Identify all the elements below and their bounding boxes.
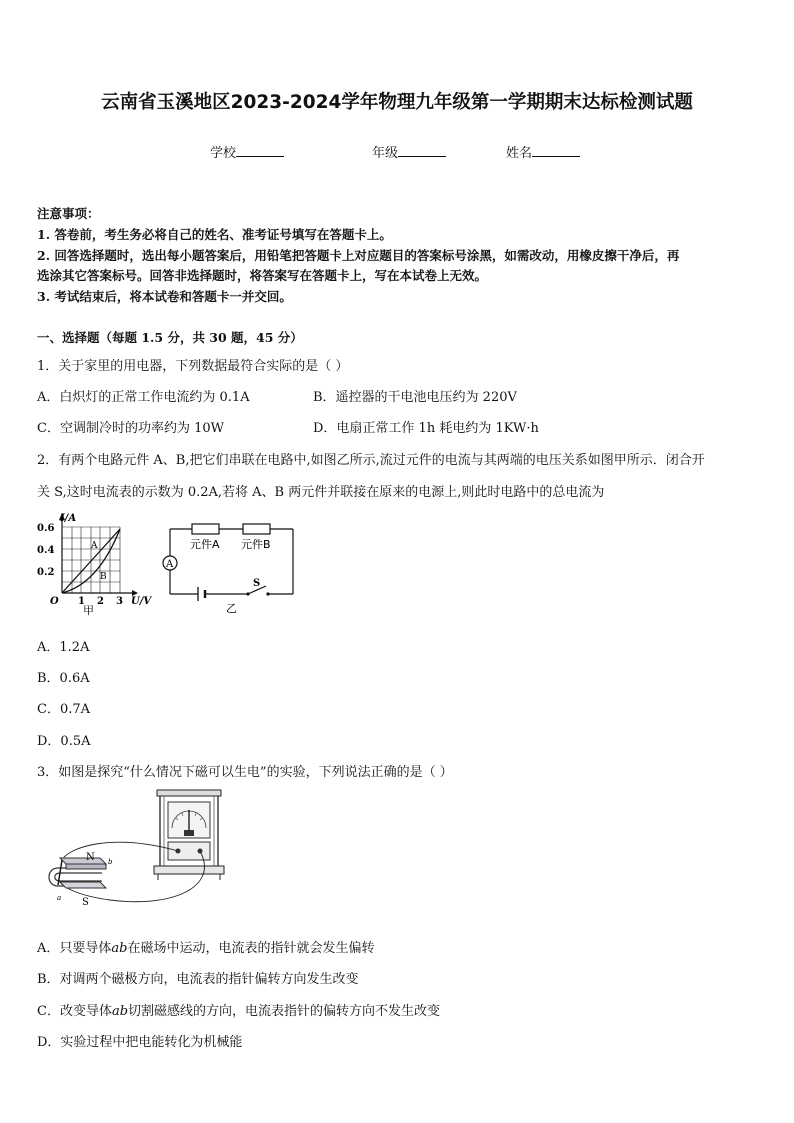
graph-caption: 甲: [83, 604, 94, 616]
note-item: 2. 回答选择题时，选出每小题答案后，用铅笔把答题卡上对应题目的答案标号涂黑，如需改动，用橡皮擦干净后，再: [37, 248, 680, 263]
q3-option-c-conductor: ab: [111, 1004, 129, 1019]
x-axis-label: U/V: [131, 596, 152, 607]
q1-option-a: A．白炽灯的正常工作电流约为 0.1A: [37, 390, 250, 405]
exam-title: 云南省玉溪地区2023-2024学年物理九年级第一学期期末达标检测试题: [101, 92, 693, 113]
q3-option-a-text: A．只要导体: [37, 941, 112, 956]
element-a-resistor: [192, 524, 219, 534]
notes-heading: 注意事项：: [37, 206, 100, 221]
note-item: 选涂其它答案标号。回答非选择题时，将答案写在答题卡上，写在本试卷上无效。: [37, 268, 488, 283]
school-blank: [236, 144, 284, 157]
x-tick: 3: [116, 596, 123, 607]
school-field: [210, 142, 284, 161]
section-heading: 一、选择题（每题 1.5 分，共 30 题，45 分）: [37, 330, 303, 345]
grade-label: 年级: [372, 146, 399, 161]
element-b-resistor: [243, 524, 270, 534]
induction-experiment-figure: [40, 788, 230, 912]
q3-option-a: [37, 937, 374, 956]
note-item: 3. 考试结束后，将本试卷和答题卡一并交回。: [37, 289, 292, 304]
q3-option-c: [37, 1000, 440, 1019]
q1-stem: 1．关于家里的用电器，下列数据最符合实际的是（ ）: [37, 359, 349, 374]
name-field: [506, 142, 580, 161]
q3-option-b: B．对调两个磁极方向，电流表的指针偏转方向发生改变: [37, 972, 359, 987]
u-magnet: [49, 858, 106, 888]
q3-option-a-text-rest: 在磁场中运动，电流表的指针就会发生偏转: [127, 941, 375, 956]
y-tick: 0.4: [37, 545, 55, 556]
name-label: 姓名: [506, 146, 533, 161]
school-label: 学校: [210, 146, 237, 161]
element-a-label: 元件A: [190, 538, 220, 551]
x-tick: 2: [97, 596, 104, 607]
grade-blank: [398, 144, 446, 157]
q3-option-a-conductor: ab: [111, 941, 128, 956]
note-item: 1. 答卷前，考生务必将自己的姓名、准考证号填写在答题卡上。: [37, 227, 392, 242]
q2-option-d: D．0.5A: [37, 734, 91, 749]
y-tick: 0.2: [37, 567, 55, 578]
element-b-label: 元件B: [241, 538, 271, 551]
q1-option-b: B．遥控器的干电池电压约为 220V: [313, 390, 517, 405]
series-circuit-figure: [160, 518, 300, 616]
circuit-wires: [170, 529, 293, 594]
grade-field: [372, 142, 446, 161]
q3-option-c-text: C．改变导体: [37, 1004, 112, 1019]
q3-option-c-text-rest: 切割磁感线的方向，电流表指针的偏转方向不发生改变: [128, 1004, 441, 1019]
q1-option-d: D．电扇正常工作 1h 耗电约为 1KW·h: [313, 421, 539, 436]
circuit-caption: 乙: [226, 602, 237, 615]
q2-stem-line1: 2．有两个电路元件 A、B,把它们串联在电路中,如图乙所示,流过元件的电流与其两端的电压关系如图甲所示．闭合开: [37, 453, 705, 468]
curve-b-label: B: [100, 572, 107, 582]
switch-contact: [266, 592, 269, 595]
ammeter-label: A: [166, 559, 174, 570]
origin-label: O: [50, 596, 59, 607]
q2-option-a: A．1.2A: [37, 640, 90, 655]
north-pole-label: N: [86, 852, 95, 863]
end-a-label: a: [57, 894, 62, 902]
switch-label: S: [253, 578, 261, 589]
q2-stem-line2: 关 S,这时电流表的示数为 0.2A,若将 A、B 两元件并联接在原来的电源上,则此时电路中的总电流为: [37, 485, 605, 500]
q1-option-c: C．空调制冷时的功率约为 10W: [37, 421, 224, 436]
q3-stem: 3．如图是探究“什么情况下磁可以生电”的实验，下列说法正确的是（ ）: [37, 765, 453, 780]
iv-graph-figure: [36, 512, 158, 616]
galvanometer: [154, 790, 224, 880]
q3-option-d: D．实验过程中把电能转化为机械能: [37, 1035, 243, 1050]
y-tick: 0.6: [37, 523, 55, 534]
q2-option-c: C．0.7A: [37, 702, 91, 717]
end-b-label: b: [108, 858, 113, 866]
y-axis-label: I/A: [60, 513, 77, 524]
name-blank: [532, 144, 580, 157]
x-tick: 1: [78, 596, 85, 607]
curve-a-label: A: [91, 541, 98, 551]
q2-option-b: B．0.6A: [37, 671, 90, 686]
south-pole-label: S: [82, 897, 89, 908]
